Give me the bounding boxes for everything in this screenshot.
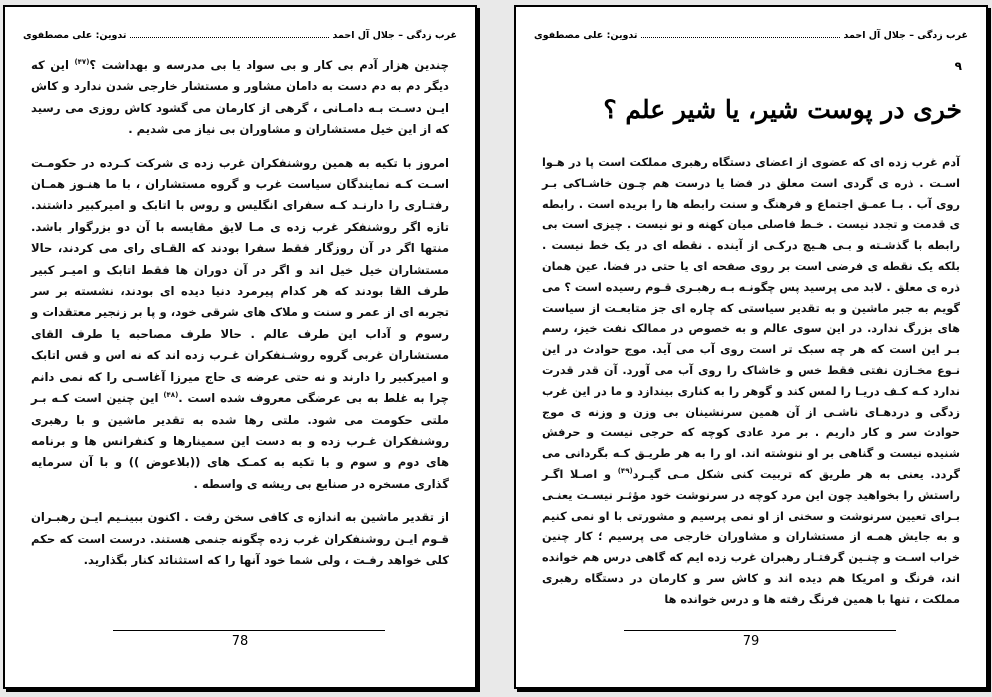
footer-rule: [113, 630, 385, 631]
page-header: [23, 25, 457, 41]
footnote-ref[interactable]: (۴۷): [74, 58, 90, 67]
footnote-ref[interactable]: (۴۹): [617, 467, 633, 476]
page-body-text: [31, 55, 449, 583]
chapter-number: ۹: [954, 59, 962, 73]
header-book-title: غرب زدگی – جلال آل احمد: [332, 30, 457, 41]
header-dotted-leader: [641, 37, 839, 38]
paragraph: چندین هزار آدم بی کار و بی سواد یا بی مدرسه و بهداشت ؟$^{(۴۷)}$ این که دیگر دم به دم دست به دامان مشاور و مستشار خارجی شدن ندارد و کاش ایـن دسـت بـه دامـانی ، گرهی از کارمان می گشود کاش روزی می رسید که از این خیل مستشاران و مشاوران بی نیاز می شدیم .: [31, 58, 450, 137]
page-number: 79: [742, 634, 760, 649]
paragraph: آدم غرب زده ای که عضوی از اعضای دستگاه رهبری مملکت است پا در هـوا اسـت . ذره ی گردی است معلق در فضا یا درست هم چـون خاشـاکی بـر روی آب . بـا عمـق اجتماع و فرهنگ و سنت رابطه ها را بریده است . رابطه ی قدمت و تجدد نیست . خـط فاصلی میان کهنه و نو نیست . چیزی است بی رابطه با گذشـته و بـی هـیچ درکـی از آینده . نقطه ای در یک خط نیست . بلکه یک نقطه ی فرضی است بر روی صفحه ای یا حتی در فضا. عین همان ذره ی معلق . لابد می پرسید پس چگونـه بـه رهبـری قـوم رسیده است ؟ می گویم به جبر ماشین و به تقدیر سیاستی که چاره ای جز متابعـت از سیاست های بزرگ ندارد. در این سوی عالم و به خصوص در ممالک نفت خیز، رسم بـر این است که هر چه سبک تر است روی آب می آید. موج حوادث در این نـوع مخـازن نفتی فقط خس و خاشاک را روی آب می آورد. آن قدر قدرت ندارد کـه کـف دریـا را لمس کند و گوهر را به کناری بیندازد و ما در این غرب زدگی و دردهـای ناشـی از آن همین سرنشینان بی وزن و وزنه ی موج حوادث سر و کار داریم . بر مرد عادی کوچه که حرجی نیست و حرفش شنیده نیست و گناهی بر او ننوشته اند. او را به هر طریـق کـه بگردانی می گردد. یعنی به هر طریق که تربیت کنی شکل مـی گیـرد$^{(۴۹)}$ و اصـلا اگـر راستش را بخواهید چون این مرد کوچه در سرنوشت خود مؤثـر نیسـت یعنـی بـرای تعیین سرنوشت و سخنی از او نمی پرسیم و مشورتی با او نمی کنیم و به جایش همـه از مستشاران و مشاوران خارجی می پرسیم ؛ کار چنین خراب اسـت و چنـین گرفتـار رهبران غرب زده ایم که گاهی درس هم خوانده اند، فرنگ و امریکا هم دیده اند و کاش سر و کارمان در دستگاه رهبری مملکت ، تنها با همین فرنگ رفته ها و درس خوانده ها: [542, 156, 960, 606]
page-header: [534, 25, 968, 41]
header-editor: تدوین: علی مصطفوی: [23, 30, 127, 41]
header-book-title: غرب زدگی – جلال آل احمد: [843, 30, 968, 41]
paragraph: امروز با تکیه به همین روشنفکران غرب زده ی شرکت کـرده در حکومـت اسـت کـه نمایندگان سیاست غرب و گروه مستشاران ، با ما هنـوز همـان رفتـاری را دارنـد کـه سفرای انگلیس و روس با اتابک و امیرکبیر داشتند. تازه اگر روشنفکر غرب زده ی مـا لایق مقایسه با آن دو بزرگوار باشد. منتها اگر در آن روزگار فقط سفرا بودند که القـای رای می کردند، حالا مستشاران خیل خیل اند و اگر در آن دوران ها فقط اتابک و امیـر کبیر طرف القا بودند که هر کدام پیرمرد دنیا دیده ای بودند، نشسته بر سر تجربه ای از عمر و سنت و ملاک های شرقی خود، و پا بر زنجیر معتقدات و رسوم و آداب این طرف عالم . حالا طرف مصاحبه یا طرف القای مستشاران غربی گروه روشـنفکران غـرب زده اند که نه اس و قس اتابک و امیرکبیر را دارند و نه حتی عرضه ی حاج میرزا آغاسـی را که نمی دانم چرا به غلط به بی عرضگی معروف شده است .$^{(۴۸)}$ این چنین است کـه بـر ملتی حکومت می شود. ملتی رها شده به تقدیر ماشین و با رهبری روشنفکران غـرب زده و به دست این سمینارها و کنفرانس ها و برنامه های دوم و سوم و با تکیه به کمـک های ((بلاعوض )) و با آن سرمایه گذاری مسخره در صنایع بی ریشه ی واسطه .: [31, 155, 450, 491]
header-dotted-leader: [130, 37, 328, 38]
paragraph: از تقدیر ماشین به اندازه ی کافی سخن رفت . اکنون ببینـیم ایـن رهبـران قـوم ایـن روشنفکران غرب زده چگونه جنمی هستند. درست است که حکم کلی خواهد رفـت ، ولی شما خود آنها را که استثنائد کنار بگذارید.: [31, 510, 449, 567]
header-editor: تدوین: علی مصطفوی: [534, 30, 638, 41]
book-page-right: [514, 5, 988, 689]
page-body-text: [542, 153, 960, 623]
chapter-title: خری در پوست شیر، یا شیر علم ؟: [603, 95, 962, 124]
footnote-ref[interactable]: (۴۸): [163, 391, 179, 400]
footer-rule: [624, 630, 896, 631]
page-number: 78: [231, 634, 249, 649]
book-page-left: [3, 5, 477, 689]
